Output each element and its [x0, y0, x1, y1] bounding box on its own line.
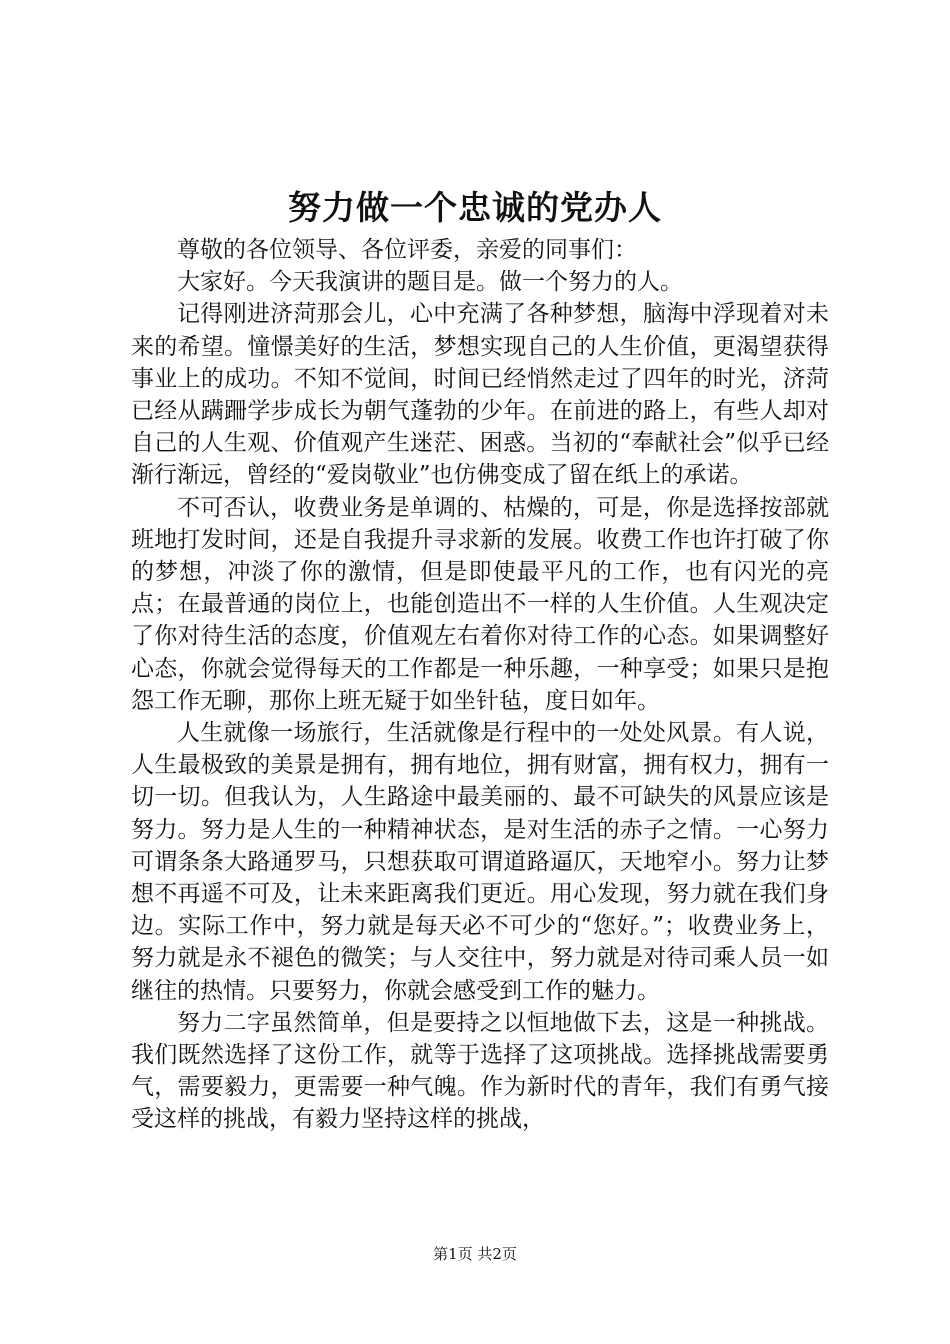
salutation-paragraph: 尊敬的各位领导、各位评委，亲爱的同事们：	[177, 237, 637, 263]
body-paragraph: 不可否认，收费业务是单调的、枯燥的，可是，你是选择按部就班地打发时间，还是自我提升寻求新的发展。收费工作也许打破了你的梦想，冲淡了你的激情，但是即使最平凡的工作，也有闪光的亮点；在最普通的岗位上，也能创造出不一样的人生价值。人生观决定了你对待生活的态度，价值观左右着你对待工作的心态。如果调整好心态，你就会觉得每天的工作都是一种乐趣，一种享受；如果只是抱怨工作无聊，那你上班无疑于如坐针毡，度日如年。	[131, 494, 829, 714]
greeting-paragraph: 大家好。今天我演讲的题目是。做一个努力的人。	[177, 269, 683, 296]
body-paragraph: 记得刚进济菏那会儿，心中充满了各种梦想，脑海中浮现着对未来的希望。憧憬美好的生活，梦想实现自己的人生价值，更渴望获得事业上的成功。不知不觉间，时间已经悄然走过了四年的时光，济菏已经从蹒跚学步成长为朝气蓬勃的少年。在前进的路上，有些人却对自己的人生观、价值观产生迷茫、困惑。当初的“奉献社会”似乎已经渐行渐远，曾经的“爱岗敬业”也仿佛变成了留在纸上的承诺。	[131, 301, 829, 489]
document-title: 努力做一个忠诚的党办人	[288, 188, 662, 227]
body-paragraph: 人生就像一场旅行，生活就像是行程中的一处处风景。有人说，人生最极致的美景是拥有，拥有地位，拥有财富，拥有权力，拥有一切一切。但我认为，人生路途中最美丽的、最不可缺失的风景应该是努力。努力是人生的一种精神状态，是对生活的赤子之情。一心努力可谓条条大路通罗马，只想获取可谓道路逼仄，天地窄小。努力让梦想不再遥不可及，让未来距离我们更近。用心发现，努力就在我们身边。实际工作中，努力就是每天必不可少的“您好。”；收费业务上，努力就是永不褪色的微笑；与人交往中，努力就是对待司乘人员一如继往的热情。只要努力，你就会感受到工作的魅力。	[131, 720, 829, 1004]
body-paragraph: 努力二字虽然简单，但是要持之以恒地做下去，这是一种挑战。我们既然选择了这份工作，就等于选择了这项挑战。选择挑战需要勇气，需要毅力，更需要一种气魄。作为新时代的青年，我们有勇气接受这样的挑战，有毅力坚持这样的挑战，	[131, 1009, 829, 1133]
page-number-footer: 第1页 共2页	[433, 1245, 517, 1263]
document-body	[131, 234, 829, 1136]
